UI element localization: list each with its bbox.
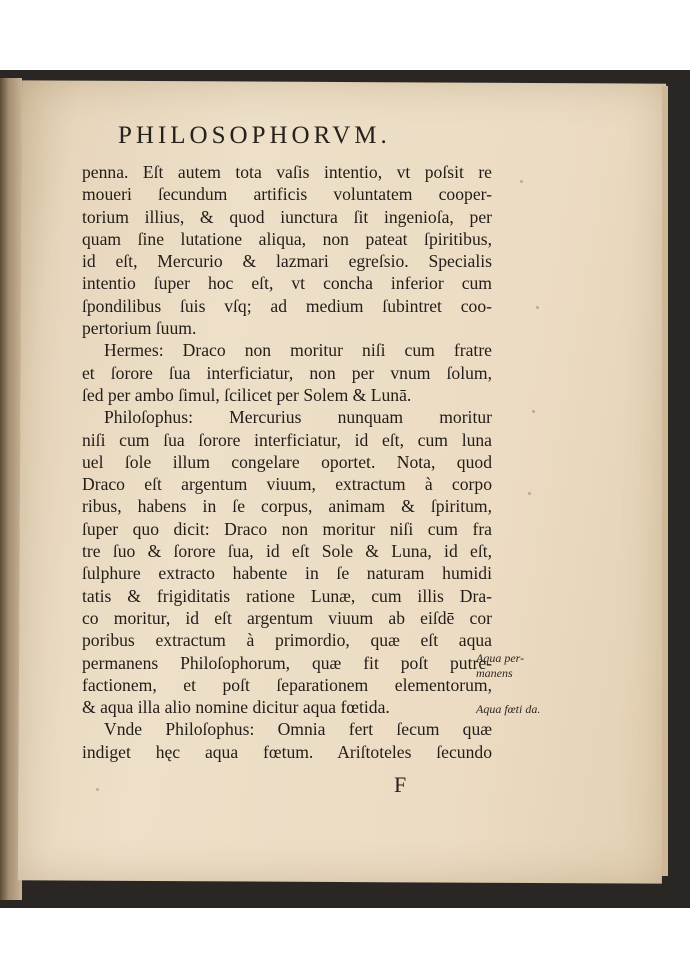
text-line: factionem, et poſt ſeparationem elementorum,	[82, 674, 492, 695]
text-line: tatis & frigiditatis ratione Lunæ, cum illis Dra-	[82, 585, 492, 606]
bleed-through-mark	[532, 410, 535, 413]
text-line: intentio ſuper hoc eſt, vt concha inferior cum	[82, 273, 492, 294]
margin-note-aqua-permanens: Aqua per- manens	[476, 651, 525, 680]
text-line: Hermes: Draco non moritur niſi cum fratre	[104, 340, 492, 361]
margin-note-aqua-foetida: Aqua fœti da.	[476, 702, 541, 716]
signature-mark: F	[394, 772, 407, 797]
text-line: & aqua illa alio nomine dicitur aqua fœtida.	[82, 697, 390, 718]
text-line: quam ſine lutatione aliqua, non pateat ſpiritibus,	[82, 228, 492, 249]
text-line: permanens Philoſophorum, quæ fit poſt putre-	[82, 652, 492, 673]
text-line: indiget hęc aqua fœtum. Ariſtoteles ſecundo	[82, 741, 492, 762]
text-line: niſi cum ſua ſorore interficiatur, id eſt, cum luna	[82, 429, 492, 450]
text-line: Vnde Philoſophus: Omnia fert ſecum quæ	[104, 719, 492, 740]
text-line: ſpondilibus ſuis vſq; ad medium ſubintret coo-	[82, 295, 492, 316]
page-edge	[662, 86, 668, 876]
text-line: torium illius, & quod iunctura ſit ingenioſa, per	[82, 206, 492, 227]
bleed-through-mark	[528, 492, 531, 495]
text-line: moueri ſecundum artificis voluntatem cooper-	[82, 184, 492, 205]
text-line: ſed per ambo ſimul, ſcilicet per Solem & Lunā.	[82, 384, 412, 405]
text-line: co moritur, id eſt argentum viuum ab eiſdē cor	[82, 607, 492, 628]
text-line: et ſorore ſua interficiatur, non per vnum ſolum,	[82, 362, 492, 383]
bleed-through-mark	[96, 788, 99, 791]
running-head: PHILOSOPHORVM.	[118, 122, 391, 149]
text-line: id eſt, Mercurio & lazmari egreſsio. Specialis	[82, 251, 492, 272]
bleed-through-mark	[520, 180, 523, 183]
text-line: Philoſophus: Mercurius nunquam moritur	[104, 407, 492, 428]
text-line: uel ſole illum congelare oportet. Nota, quod	[82, 451, 492, 472]
text-line: poribus extractum à primordio, quæ eſt aqua	[82, 630, 492, 651]
text-line: penna. Eſt autem tota vaſis intentio, vt poſsit re	[82, 162, 492, 182]
text-line: ſulphure extracto habente in ſe naturam humidi	[82, 563, 492, 584]
body-text	[82, 161, 492, 763]
bleed-through-mark	[536, 306, 539, 309]
text-line: tre ſuo & ſorore ſua, id eſt Sole & Luna, id eſt,	[82, 541, 492, 562]
text-line: Draco eſt argentum viuum, extractum à corpo	[82, 474, 492, 495]
text-line: ſuper quo dicit: Draco non moritur niſi cum fra	[82, 518, 492, 539]
text-line: pertorium ſuum.	[82, 318, 197, 339]
text-line: ribus, habens in ſe corpus, animam & ſpiritum,	[82, 496, 492, 517]
